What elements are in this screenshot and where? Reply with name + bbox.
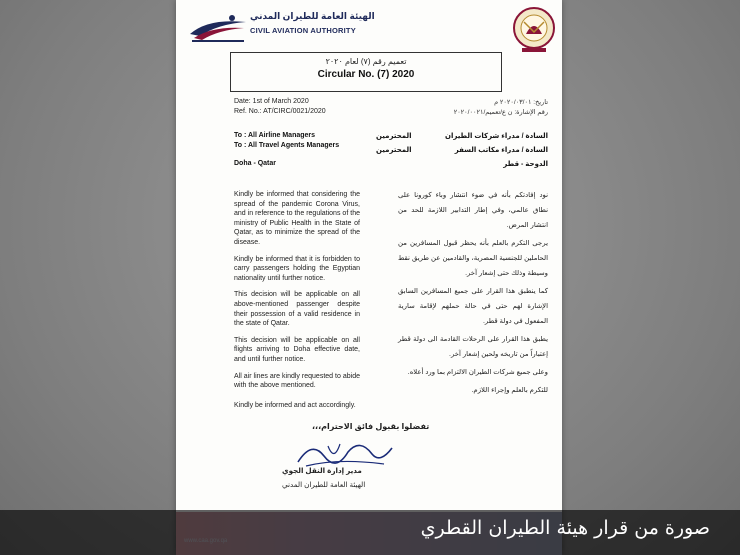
authority-name-english: CIVIL AVIATION AUTHORITY: [250, 26, 356, 35]
body-english: [234, 190, 360, 398]
body-arabic-paragraph: للتكرم بالعلم وإجراء اللازم.: [471, 387, 548, 394]
body-arabic-paragraph: يرجى التكرم بالعلم بأنه يحظر قبول المسافرين من الحاملين للجنسية المصرية، والقادمين عن طريق نقط وسيطة وذلك حتى إشعار آخر.: [398, 240, 548, 277]
signatory-org-arabic: الهيئة العامة للطيران المدني: [282, 480, 366, 489]
authority-name-arabic: الهيئة العامة للطيران المدني: [250, 11, 375, 21]
body-english-paragraph: All air lines are kindly requested to abide with the above mentioned.: [234, 372, 360, 390]
recipient-travel-agents-english: To : All Travel Agents Managers: [234, 142, 340, 149]
body-arabic-paragraph: كما ينطبق هذا القرار على جميع المسافرين السابق الإشارة لهم حتى في حالة حملهم لإقامة سارية المفعول في دولة قطر.: [398, 288, 548, 325]
respect-closing-arabic: تفضلوا بقبول فائق الاحترام،،،: [312, 422, 430, 431]
circular-document: [176, 0, 562, 555]
body-english-paragraph: Kindly be informed that considering the spread of the pandemic Corona Virus, and in reference to the regulations of the ministry of Public Health in the State of Qatar, as to minimize the spread of the disease.: [234, 191, 360, 246]
date-english: Date: 1st of March 2020: [234, 98, 309, 105]
circular-title-box: [230, 52, 502, 92]
caa-logo-icon: [188, 10, 248, 44]
recipient-travel-agents-arabic: السادة / مدراء مكاتب السفر: [454, 147, 548, 154]
date-arabic: تاريخ: ٢٠٢٠/٠٣/٠١ م: [494, 99, 548, 106]
recipient-airlines-english: To : All Airline Managers: [234, 132, 316, 139]
circular-title-arabic: تعميم رقم (٧) لعام ٢٠٢٠: [325, 57, 407, 66]
caption-text: صورة من قرار هيئة الطيران القطري: [420, 517, 710, 539]
body-arabic-paragraph: يطبق هذا القرار على الرحلات القادمة الى دولة قطر إعتباراً من تاريخه ولحين إشعار آخر.: [398, 336, 548, 358]
location-english: Doha - Qatar: [234, 160, 277, 167]
body-arabic-paragraph: وعلى جميع شركات الطيران الالتزام بما ورد أعلاه.: [407, 369, 548, 376]
recipient-travel-agents-arabic-suffix: المحترمين: [376, 147, 412, 154]
reference-arabic: رقم الإشارة: ن ع/تعميم/٢٠٢٠/٠٠٢١: [453, 109, 548, 116]
circular-title-english: Circular No. (7) 2020: [317, 69, 415, 80]
body-english-paragraph: This decision will be applicable on all flights arriving to Doha effective date, and until further notice.: [234, 336, 360, 363]
body-arabic: [398, 188, 548, 401]
recipient-airlines-arabic: السادة / مدراء شركات الطيران: [444, 133, 548, 140]
body-english-paragraph: Kindly be informed that it is forbidden to carry passengers holding the Egyptian nationality until further notice.: [234, 255, 360, 282]
body-english-paragraph: This decision will be applicable on all above-mentioned passenger despite their possession of a valid residence in the state of Qatar.: [234, 291, 360, 328]
location-arabic: الدوحة - قطر: [503, 161, 548, 168]
closing-english: Kindly be informed and act accordingly.: [234, 402, 356, 409]
body-arabic-paragraph: نود إفادتكم بأنه في ضوء انتشار وباء كورونا على نطاق عالمي، وفي إطار التدابير اللازمة للحد من انتشار المرض.: [398, 192, 548, 229]
qatar-emblem-icon: [512, 6, 556, 54]
recipient-airlines-arabic-suffix: المحترمين: [376, 133, 412, 140]
reference-english: Ref. No.: AT/CIRC/0021/2020: [234, 108, 326, 115]
signatory-title-arabic: مدير إدارة النقل الجوي: [282, 466, 362, 475]
